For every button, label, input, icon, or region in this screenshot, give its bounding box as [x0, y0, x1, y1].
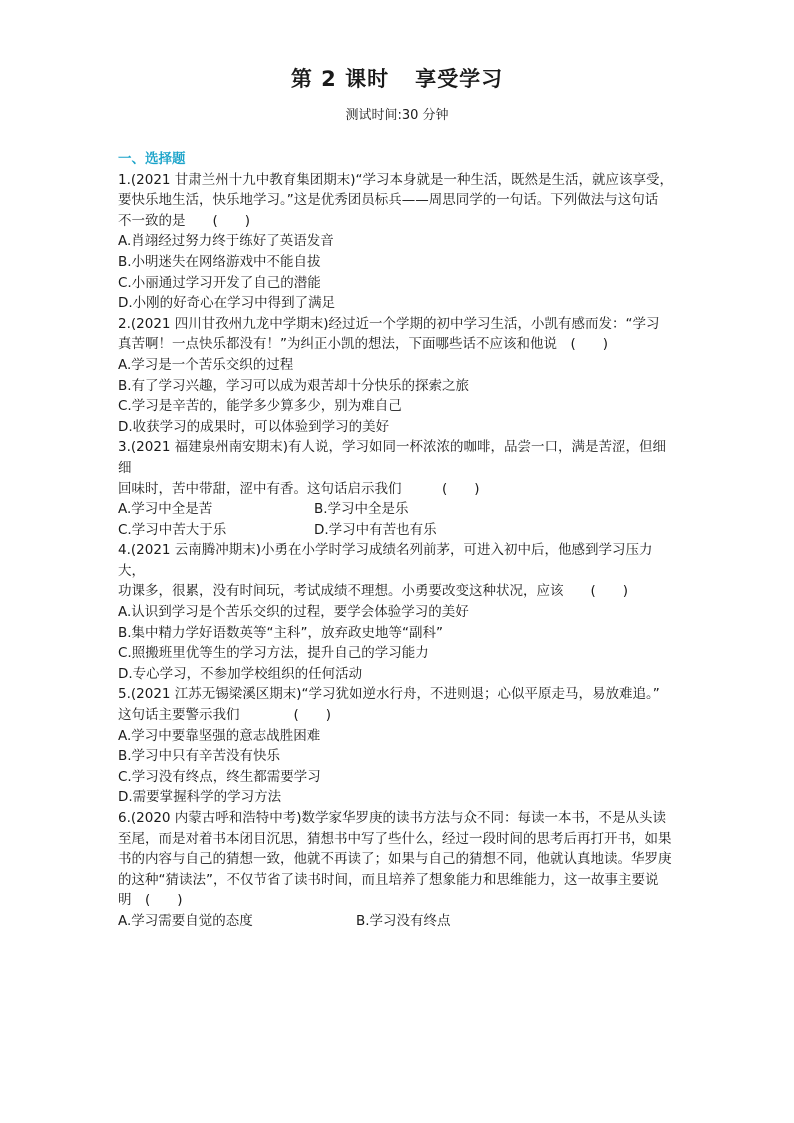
question-5-line-2: 这句话主要警示我们 ( ) — [118, 707, 332, 724]
question-3-line-2: 回味时，苦中带甜，涩中有香。这句话启示我们 ( ) — [118, 480, 480, 497]
question-1-option-c: C.小丽通过学习开发了自己的潜能 — [118, 274, 321, 291]
question-2-line-2: 真苦啊！一点快乐都没有！”为纠正小凯的想法，下面哪些话不应该和他说 ( ) — [118, 336, 609, 353]
question-1-line-3: 不一致的是 ( ) — [118, 212, 251, 229]
question-2 — [118, 314, 678, 438]
question-5 — [118, 684, 678, 808]
question-4-option-d: D.专心学习，不参加学校组织的任何活动 — [118, 665, 363, 682]
question-6 — [118, 808, 678, 932]
question-5-option-b: B.学习中只有辛苦没有快乐 — [118, 748, 281, 765]
question-2-line-1: 2.(2021 四川甘孜州九龙中学期末)经过近一个学期的初中学习生活，小凯有感而发：“学习 — [118, 315, 660, 332]
question-list — [118, 149, 678, 932]
question-1-option-d: D.小刚的好奇心在学习中得到了满足 — [118, 295, 336, 312]
question-4-line-2: 功课多，很累，没有时间玩，考试成绩不理想。小勇要改变这种状况，应该 ( ) — [118, 583, 629, 600]
question-6-line-4: 的这种“猜读法”，不仅节省了读书时间，而且培养了想象能力和思维能力，这一故事主要说 — [118, 871, 659, 888]
question-3-options-row-1 — [118, 499, 678, 520]
question-2-option-c: C.学习是辛苦的，能学多少算多少，别为难自己 — [118, 398, 402, 415]
question-6-option-b: B.学习没有终点 — [356, 912, 451, 929]
question-4 — [118, 540, 678, 684]
section-heading: 一、选择题 — [118, 151, 186, 167]
question-6-options-row-1 — [118, 911, 678, 932]
question-4-option-a: A.认识到学习是个苦乐交织的过程，要学会体验学习的美好 — [118, 604, 469, 621]
test-duration: 测试时间:30 分钟 — [345, 108, 449, 123]
question-3-option-a: A.学习中全是苦 — [118, 501, 213, 518]
question-4-line-1: 4.(2021 云南腾冲期末)小勇在小学时学习成绩名列前茅，可进入初中后，他感到学习压力大， — [118, 542, 653, 579]
question-5-option-a: A.学习中要靠坚强的意志战胜困难 — [118, 727, 321, 744]
question-6-line-2: 至尾，而是对着书本闭目沉思，猜想书中写了些什么，经过一段时间的思考后再打开书，如果 — [118, 830, 672, 847]
question-5-option-d: D.需要掌握科学的学习方法 — [118, 789, 282, 806]
question-6-option-a: A.学习需要自觉的态度 — [118, 912, 253, 929]
question-1-option-b: B.小明迷失在网络游戏中不能自拔 — [118, 253, 321, 270]
question-2-option-d: D.收获学习的成果时，可以体验到学习的美好 — [118, 418, 390, 435]
question-2-option-a: A.学习是一个苦乐交织的过程 — [118, 356, 294, 373]
question-6-line-5: 明 ( ) — [118, 892, 183, 909]
question-5-line-1: 5.(2021 江苏无锡梁溪区期末)“学习犹如逆水行舟，不进则退；心似平原走马，易放难追。” — [118, 686, 660, 703]
question-2-option-b: B.有了学习兴趣，学习可以成为艰苦却十分快乐的探索之旅 — [118, 377, 470, 394]
question-4-option-b: B.集中精力学好语数英等“主科”，放弃政史地等“副科” — [118, 624, 444, 641]
question-5-option-c: C.学习没有终点，终生都需要学习 — [118, 768, 321, 785]
question-1-option-a: A.肖翊经过努力终于练好了英语发音 — [118, 233, 334, 250]
question-6-line-1: 6.(2020 内蒙古呼和浩特中考)数学家华罗庚的读书方法与众不同：每读一本书，不是从头读 — [118, 810, 667, 826]
question-3-options-row-2 — [118, 520, 678, 541]
page-title — [0, 63, 794, 93]
question-3-option-b: B.学习中全是乐 — [314, 501, 409, 518]
question-6-line-3: 书的内容与自己的猜想一致，他就不再读了；如果与自己的猜想不同，他就认真地读。华罗庚 — [118, 851, 672, 868]
question-3-option-c: C.学习中苦大于乐 — [118, 521, 227, 538]
question-3 — [118, 437, 678, 540]
question-1-line-1: 1.(2021 甘肃兰州十九中教育集团期末)“学习本身就是一种生活，既然是生活，就应该享受， — [118, 171, 674, 188]
title-lesson-name: 享受学习 — [415, 67, 504, 91]
question-1-line-2: 要快乐地生活，快乐地学习。”这是优秀团员标兵——周思同学的一句话。下列做法与这句话 — [118, 192, 659, 209]
question-1 — [118, 170, 678, 314]
question-3-option-d: D.学习中有苦也有乐 — [314, 521, 437, 538]
question-4-option-c: C.照搬班里优等生的学习方法，提升自己的学习能力 — [118, 645, 429, 662]
title-lesson-number: 第 2 课时 — [290, 67, 390, 91]
question-3-line-1: 3.(2021 福建泉州南安期末)有人说，学习如同一杯浓浓的咖啡，品尝一口，满是苦涩，但细细 — [118, 439, 667, 476]
